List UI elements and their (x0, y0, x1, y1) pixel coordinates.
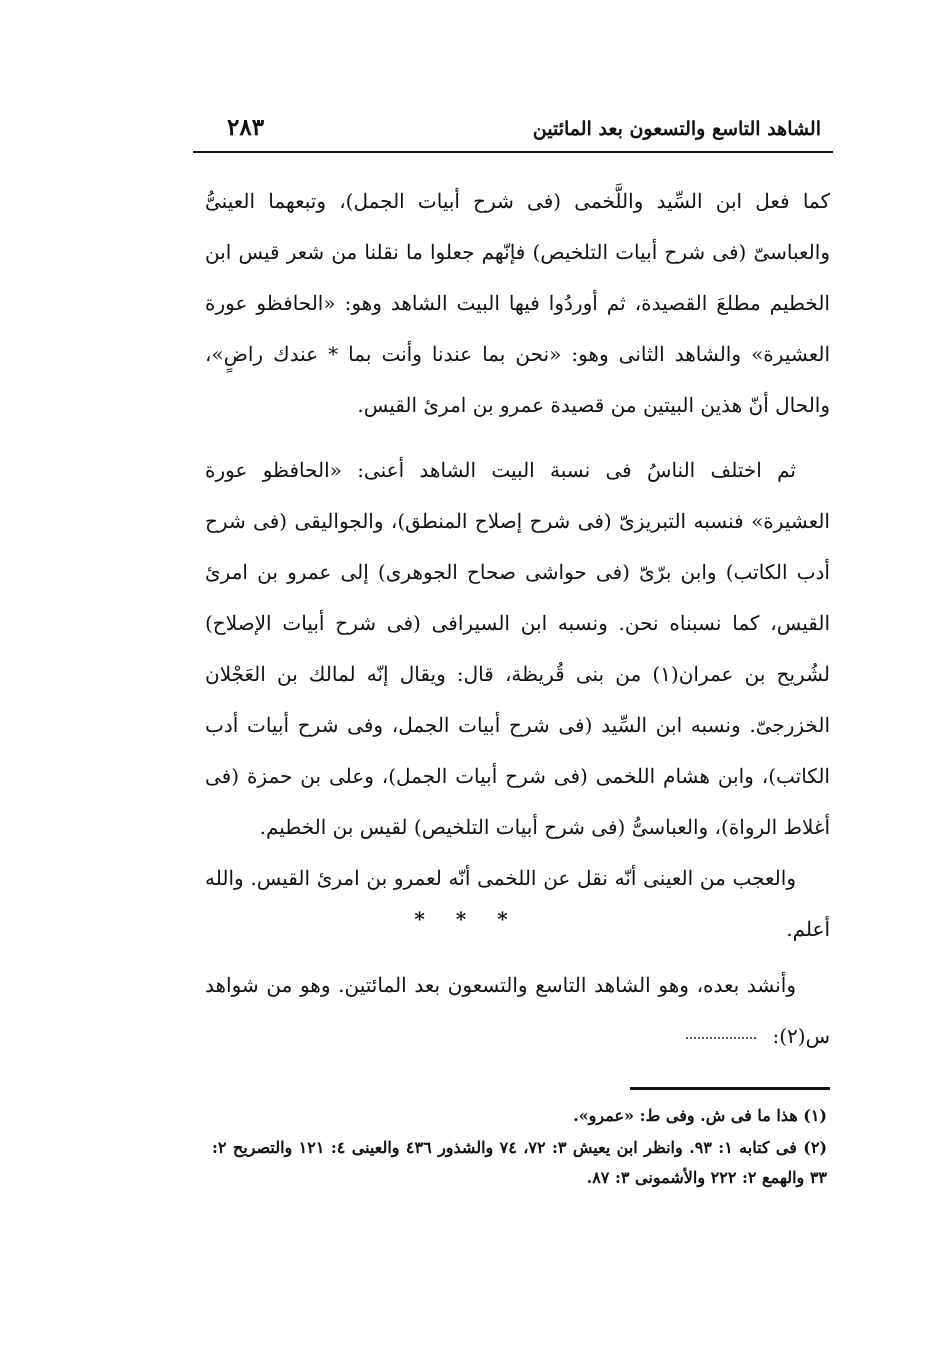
paragraph-1: كما فعل ابن السِّيد واللَّخمى (فى شرح أبيات الجمل)، وتبعهما العينىُّ والعباسىّ (فى شرح أبيات التلخيص) فإنّهم جعلوا ما نقلنا من شعر قيس ابن الخطيم مطلعَ القصيدة، ثم أوردُوا فيها البيت الشاهد وهو: «الحافظو عورة العشيرة» والشاهد الثانى وهو: «نحن بما عندنا وأنت بما * عندك راضٍ»، والحال أنّ هذين البيتين من قصيدة عمرو بن امرئ القيس. (205, 189, 830, 417)
footnote-1: (١) هذا ما فى ش. وفى ط: «عمرو». (573, 1106, 827, 1125)
page-number: ٢٨٣ (227, 114, 265, 141)
verse-introduction (205, 960, 830, 1062)
section-separator: * * * (414, 907, 520, 931)
running-header (193, 112, 833, 148)
dotted-leader (686, 1037, 756, 1039)
header-rule (193, 151, 833, 153)
paragraph-2: ثم اختلف الناسُ فى نسبة البيت الشاهد أعنى: «الحافظو عورة العشيرة» فنسبه التبريزىّ (فى شرح إصلاح المنطق)، والجواليقى (فى شرح أدب الكاتب) وابن برّىّ (فى حواشى صحاح الجوهرى) إلى عمرو بن امرئ القيس، كما نسبناه نحن. ونسبه ابن السيرافى (فى شرح أبيات الإصلاح) لشُريح بن عمران(١) من بنى قُريظة، قال: ويقال إنّه لمالك بن العَجْلان الخزرجىّ. ونسبه ابن السِّيد (فى شرح أبيات الجمل، وفى شرح أبيات أدب الكاتب)، وابن هشام اللخمى (فى شرح أبيات الجمل)، وعلى بن حمزة (فى أغلاط الرواة)، والعباسىُّ (فى شرح أبيات التلخيص) لقيس بن الخطيم. (205, 458, 831, 839)
paragraph-3: والعجب من العينى أنّه نقل عن اللخمى أنّه لعمرو بن امرئ القيس. والله أعلم. (205, 866, 830, 941)
footnote-rule (630, 1087, 830, 1090)
intro-text: وأنشد بعده، وهو الشاهد التاسع والتسعون بعد المائتين. وهو من شواهد س(٢): (205, 973, 830, 1048)
running-title: الشاهد التاسع والتسعون بعد المائتين (532, 118, 821, 140)
footnotes (212, 1101, 827, 1195)
main-text (205, 176, 830, 955)
footnote-2: (٢) فى كتابه ١: ٩٣. وانظر ابن يعيش ٣: ٧٢، ٧٤ والشذور ٤٣٦ والعينى ٤: ١٢١ والتصريح ٢: ٣٣ والهمع ٢: ٢٢٢ والأشمونى ٣: ٨٧. (212, 1138, 828, 1187)
